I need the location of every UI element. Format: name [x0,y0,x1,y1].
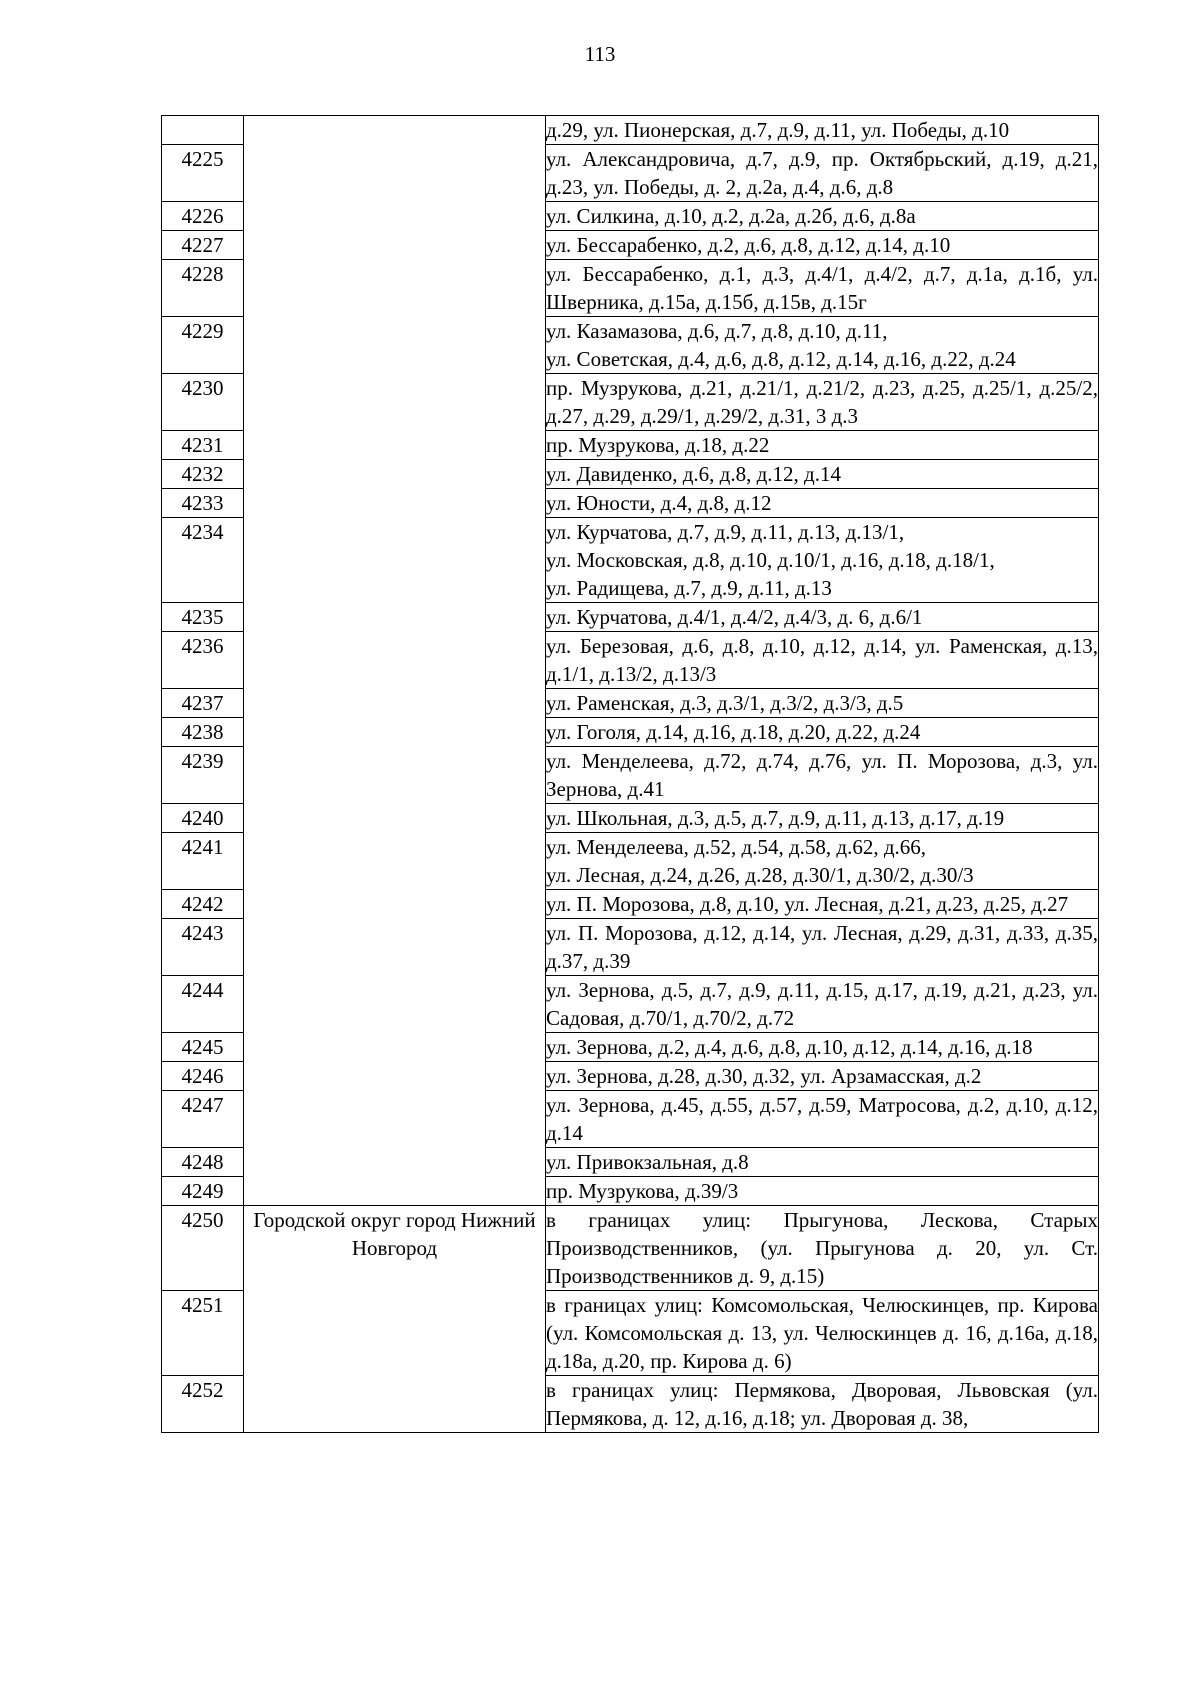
row-number: 4248 [162,1148,244,1177]
address-cell [546,804,1099,833]
row-number: 4236 [162,632,244,689]
address-cell [546,431,1099,460]
row-number: 4240 [162,804,244,833]
address-text: ул. Бессарабенко, д.1, д.3, д.4/1, д.4/2, д.7, д.1а, д.1б, ул. Шверника, д.15а, д.15б, д.15в, д.15г [546,262,1098,314]
address-text: ул. Юности, д.4, д.8, д.12 [546,491,772,515]
address-text: ул. Советская, д.4, д.6, д.8, д.12, д.14, д.16, д.22, д.24 [546,347,1016,371]
address-text: ул. Александровича, д.7, д.9, пр. Октябрьский, д.19, д.21, д.23, ул. Победы, д. 2, д.2а, д.4, д.6, д.8 [546,147,1098,199]
district-cell: Городской округ город Нижний Новгород [244,1206,546,1433]
address-text: ул. Зернова, д.45, д.55, д.57, д.59, Матросова, д.2, д.10, д.12, д.14 [546,1093,1098,1145]
address-cell [546,460,1099,489]
address-text: д.29, ул. Пионерская, д.7, д.9, д.11, ул. Победы, д.10 [546,118,1010,142]
address-text: в границах улиц: Комсомольская, Челюскинцев, пр. Кирова (ул. Комсомольская д. 13, ул. Челюскинцев д. 16, д.16а, д.18, д.18а, д.20, пр. Кирова д. 6) [546,1293,1098,1373]
address-text: ул. Березовая, д.6, д.8, д.10, д.12, д.14, ул. Раменская, д.13, д.1/1, д.13/2, д.13/3 [546,634,1098,686]
row-number: 4237 [162,689,244,718]
address-cell [546,603,1099,632]
address-cell [546,202,1099,231]
address-cell [546,489,1099,518]
address-cell [546,145,1099,202]
row-number: 4242 [162,890,244,919]
row-number: 4232 [162,460,244,489]
address-text: ул. Привокзальная, д.8 [546,1150,749,1174]
address-cell [546,1206,1099,1291]
address-cell [546,116,1099,145]
address-cell [546,317,1099,374]
address-text: ул. П. Морозова, д.12, д.14, ул. Лесная, д.29, д.31, д.33, д.35, д.37, д.39 [546,921,1098,973]
address-text: ул. Зернова, д.2, д.4, д.6, д.8, д.10, д.12, д.14, д.16, д.18 [546,1035,1033,1059]
address-text: в границах улиц: Пермякова, Дворовая, Львовская (ул. Пермякова, д. 12, д.16, д.18; ул. Дворовая д. 38, [546,1378,1098,1430]
row-number: 4230 [162,374,244,431]
row-number: 4225 [162,145,244,202]
address-text: ул. Школьная, д.3, д.5, д.7, д.9, д.11, д.13, д.17, д.19 [546,806,1005,830]
address-text: ул. Бессарабенко, д.2, д.6, д.8, д.12, д.14, д.10 [546,233,951,257]
address-text: ул. Давиденко, д.6, д.8, д.12, д.14 [546,462,841,486]
address-text: ул. Зернова, д.28, д.30, д.32, ул. Арзамасская, д.2 [546,1064,982,1088]
address-text: ул. Радищева, д.7, д.9, д.11, д.13 [546,576,832,600]
address-text: ул. Раменская, д.3, д.3/1, д.3/2, д.3/3, д.5 [546,691,904,715]
row-number: 4235 [162,603,244,632]
address-cell [546,976,1099,1033]
address-text: ул. Зернова, д.5, д.7, д.9, д.11, д.15, д.17, д.19, д.21, д.23, ул. Садовая, д.70/1, д.70/2, д.72 [546,978,1098,1030]
address-table [161,115,1099,1433]
address-cell [546,1291,1099,1376]
address-text: ул. Менделеева, д.72, д.74, д.76, ул. П. Морозова, д.3, ул. Зернова, д.41 [546,749,1098,801]
page-number: 113 [584,42,616,66]
row-number: 4246 [162,1062,244,1091]
address-text: ул. Менделеева, д.52, д.54, д.58, д.62, д.66, [546,835,927,859]
row-number: 4243 [162,919,244,976]
address-text: ул. Курчатова, д.4/1, д.4/2, д.4/3, д. 6, д.6/1 [546,605,923,629]
address-cell [546,518,1099,603]
address-cell [546,1177,1099,1206]
table-row [162,1206,1099,1291]
district-cell [244,116,546,1206]
row-number: 4228 [162,260,244,317]
address-cell [546,260,1099,317]
row-number: 4241 [162,833,244,890]
row-number: 4252 [162,1376,244,1433]
address-cell [546,747,1099,804]
address-text: ул. Лесная, д.24, д.26, д.28, д.30/1, д.30/2, д.30/3 [546,863,974,887]
address-cell [546,1091,1099,1148]
address-cell [546,890,1099,919]
address-cell [546,689,1099,718]
address-cell [546,632,1099,689]
address-text: в границах улиц: Прыгунова, Лескова, Старых Производственников, (ул. Прыгунова д. 20, ул. Ст. Производственников д. 9, д.15) [546,1208,1098,1288]
row-number: 4239 [162,747,244,804]
table-row [162,116,1099,145]
address-text: ул. П. Морозова, д.8, д.10, ул. Лесная, д.21, д.23, д.25, д.27 [546,892,1069,916]
row-number: 4251 [162,1291,244,1376]
row-number: 4238 [162,718,244,747]
row-number: 4231 [162,431,244,460]
address-cell [546,1148,1099,1177]
row-number: 4250 [162,1206,244,1291]
address-text: пр. Музрукова, д.39/3 [546,1179,739,1203]
row-number: 4227 [162,231,244,260]
address-cell [546,1033,1099,1062]
address-cell [546,231,1099,260]
address-text: ул. Казамазова, д.6, д.7, д.8, д.10, д.11, [546,319,888,343]
row-number [162,116,244,145]
address-text: ул. Московская, д.8, д.10, д.10/1, д.16, д.18, д.18/1, [546,548,995,572]
address-text: ул. Силкина, д.10, д.2, д.2а, д.2б, д.6, д.8а [546,204,916,228]
row-number: 4247 [162,1091,244,1148]
row-number: 4233 [162,489,244,518]
address-cell [546,718,1099,747]
address-text: пр. Музрукова, д.18, д.22 [546,433,770,457]
address-text: пр. Музрукова, д.21, д.21/1, д.21/2, д.23, д.25, д.25/1, д.25/2, д.27, д.29, д.29/1, д.29/2, д.31, 3 д.3 [546,376,1098,428]
row-number: 4245 [162,1033,244,1062]
row-number: 4244 [162,976,244,1033]
address-cell [546,1062,1099,1091]
address-cell [546,1376,1099,1433]
address-cell [546,374,1099,431]
address-cell [546,919,1099,976]
row-number: 4249 [162,1177,244,1206]
address-text: ул. Гоголя, д.14, д.16, д.18, д.20, д.22, д.24 [546,720,921,744]
address-cell [546,833,1099,890]
address-text: ул. Курчатова, д.7, д.9, д.11, д.13, д.13/1, [546,520,905,544]
row-number: 4226 [162,202,244,231]
row-number: 4234 [162,518,244,603]
row-number: 4229 [162,317,244,374]
